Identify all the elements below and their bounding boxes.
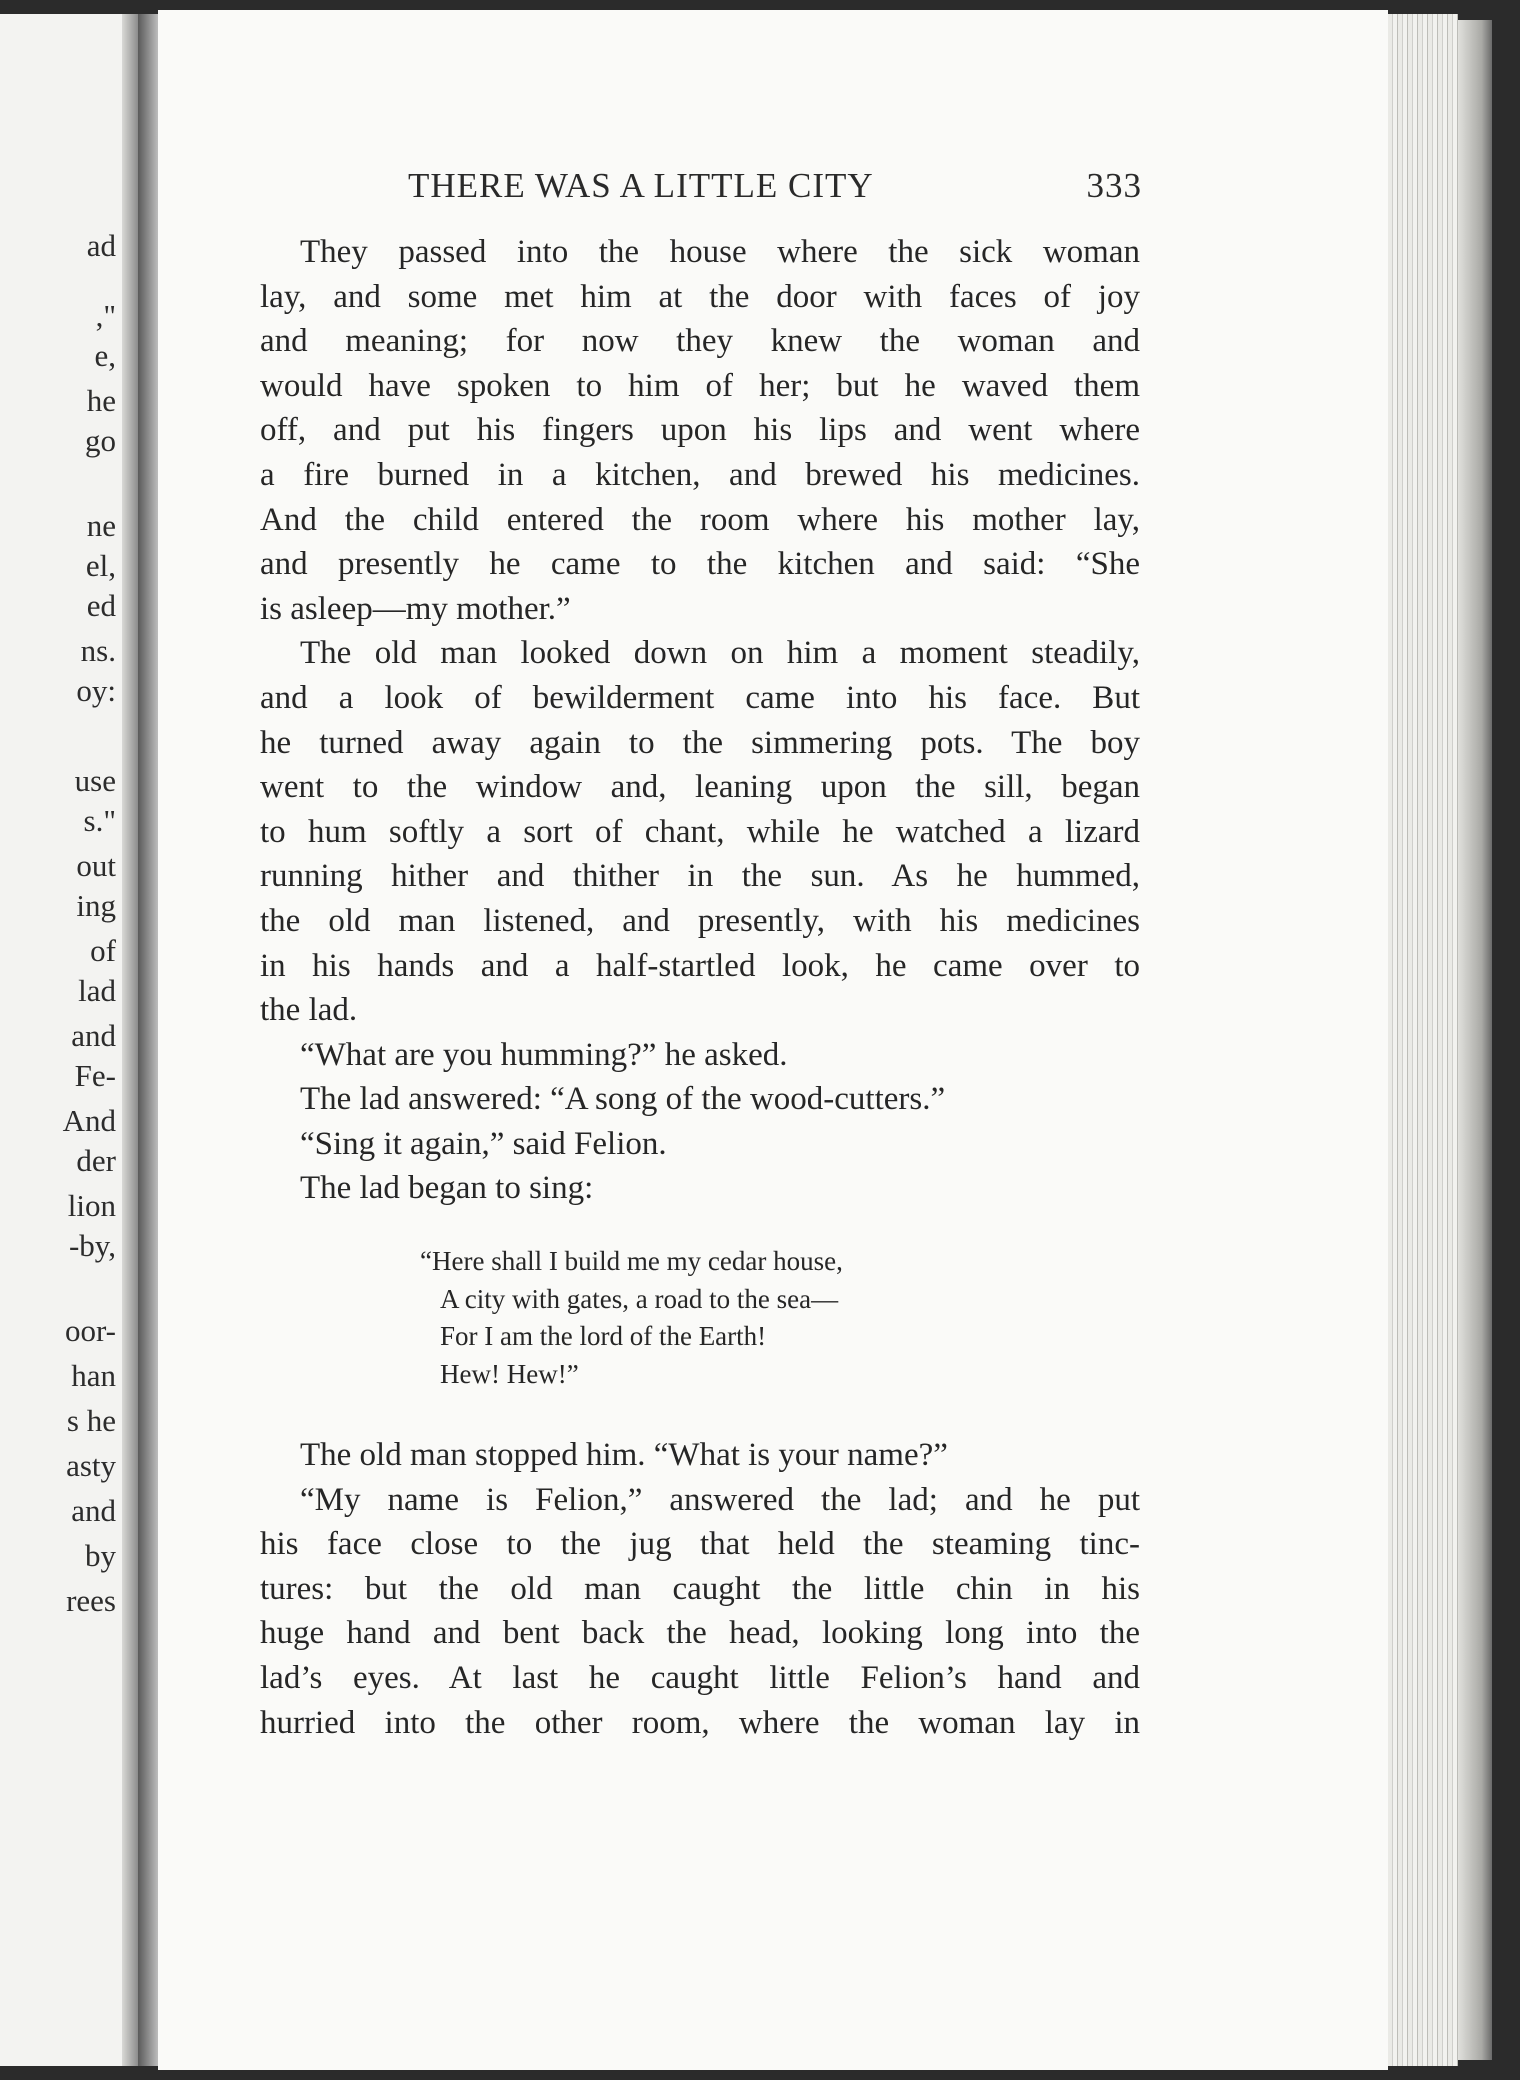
left-page-text-fragment: rees	[66, 1583, 116, 1618]
poem-line: A city with gates, a road to the sea—	[440, 1283, 839, 1314]
text-line: and a look of bewilderment came into his face. But	[260, 679, 1140, 716]
running-title: THERE WAS A LITTLE CITY	[408, 166, 874, 205]
left-page-text-fragment: of	[90, 933, 116, 968]
text-line: They passed into the house where the sick woman	[300, 234, 1140, 270]
text-line: a fire burned in a kitchen, and brewed his medicines.	[260, 456, 1140, 493]
text-line: huge hand and bent back the head, looking long into the	[260, 1615, 1140, 1652]
poem-line: For I am the lord of the Earth!	[440, 1321, 767, 1351]
text-line: the lad.	[260, 992, 358, 1029]
left-page-text-fragment: oy:	[76, 673, 116, 708]
text-line: running hither and thither in the sun. As he hummed,	[260, 858, 1140, 895]
text-line: is asleep—my mother.”	[260, 590, 571, 627]
text-line: The old man looked down on him a moment steadily,	[300, 635, 1140, 672]
text-line: lad’s eyes. At last he caught little Felion’s hand and	[260, 1659, 1140, 1696]
left-page-text-fragment: ad	[86, 228, 116, 263]
left-page-text-fragment: And	[62, 1103, 116, 1138]
text-line: his face close to the jug that held the steaming tinc-	[260, 1526, 1140, 1563]
left-page-text-fragment: ing	[76, 888, 116, 923]
text-line: off, and put his fingers upon his lips and went where	[260, 412, 1140, 449]
text-line: tures: but the old man caught the little chin in his	[260, 1570, 1140, 1607]
left-page-text-fragment: der	[76, 1143, 116, 1178]
text-line: The lad answered: “A song of the wood-cutters.”	[300, 1081, 946, 1118]
poem-line: “Here shall I build me my cedar house,	[420, 1246, 843, 1276]
text-line: hurried into the other room, where the woman lay in	[260, 1704, 1140, 1741]
left-page-text-fragment: -by,	[68, 1228, 116, 1263]
text-line: the old man listened, and presently, with his medicines	[260, 902, 1140, 939]
text-line: and presently he came to the kitchen and said: “She	[260, 546, 1140, 583]
text-line: lay, and some met him at the door with faces of joy	[260, 278, 1140, 315]
left-page-text-fragment: use	[74, 763, 116, 798]
text-line: “Sing it again,” said Felion.	[300, 1125, 667, 1162]
text-line: “What are you humming?” he asked.	[300, 1036, 788, 1073]
text-line: to hum softly a sort of chant, while he watched a lizard	[260, 813, 1140, 850]
left-page-text-fragment: Fe-	[74, 1058, 116, 1093]
left-page-text-fragment: lad	[78, 973, 116, 1008]
text-line: went to the window and, leaning upon the sill, began	[260, 769, 1140, 806]
text-line: “My name is Felion,” answered the lad; and he put	[300, 1481, 1140, 1518]
left-page-text-fragment: oor-	[64, 1313, 116, 1348]
left-page-text-fragment: out	[76, 848, 116, 883]
left-page-text-fragment: han	[71, 1358, 116, 1393]
left-page-gutter-shadow	[122, 14, 138, 2066]
left-page-text-fragment: e,	[94, 338, 116, 373]
left-page-text-fragment: by	[85, 1538, 116, 1573]
left-page-text-fragment: el,	[85, 548, 116, 583]
body-text-top	[260, 230, 1140, 1211]
left-page-text-fragment: ne	[86, 508, 116, 543]
left-page-fragment	[0, 14, 138, 2066]
left-page-text-fragment: he	[86, 383, 116, 418]
poem-block	[420, 1243, 1020, 1393]
left-page-text-fragment: asty	[66, 1448, 116, 1483]
body-text-bottom	[260, 1433, 1140, 1745]
left-page-text-fragment: ns.	[80, 633, 116, 668]
book-spine	[138, 14, 158, 2066]
text-line: would have spoken to him of her; but he waved them	[260, 367, 1140, 404]
text-line: And the child entered the room where his mother lay,	[260, 501, 1140, 538]
text-line: in his hands and a half-startled look, he came over to	[260, 947, 1140, 984]
left-page-text-fragment: s he	[66, 1403, 116, 1438]
page-number: 333	[1086, 166, 1142, 205]
poem-line: Hew! Hew!”	[440, 1358, 579, 1389]
book-cover-edge	[1458, 20, 1492, 2060]
text-line: The lad began to sing:	[300, 1170, 594, 1207]
left-page-text-fragment: and	[71, 1493, 116, 1528]
left-page-text-fragment: ,"	[95, 298, 116, 333]
text-line: he turned away again to the simmering pots. The boy	[260, 724, 1140, 761]
left-page-text-fragment: and	[71, 1018, 116, 1053]
left-page-text-fragment: lion	[67, 1188, 116, 1223]
left-page-text-fragment: s."	[83, 803, 116, 838]
left-page-text-fragment: ed	[86, 588, 116, 623]
text-line: The old man stopped him. “What is your name?”	[300, 1437, 948, 1473]
page-edges	[1388, 14, 1458, 2066]
text-line: and meaning; for now they knew the woman and	[260, 323, 1140, 360]
left-page-text-fragment: go	[85, 423, 116, 458]
